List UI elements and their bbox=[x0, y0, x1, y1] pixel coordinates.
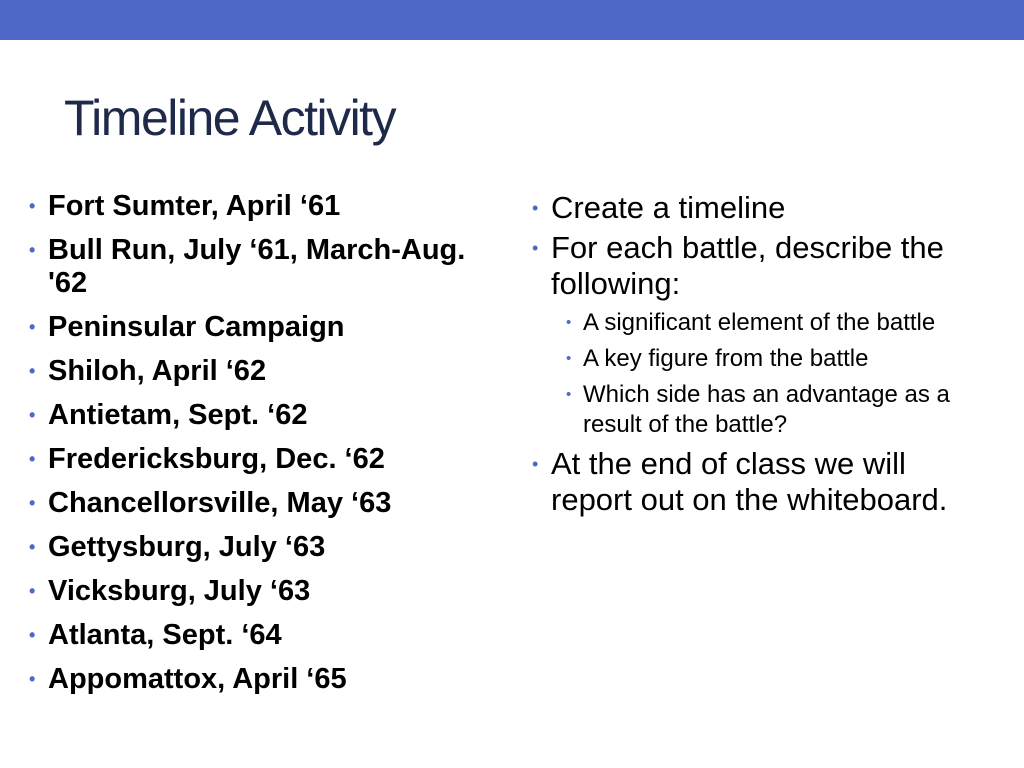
bullet-icon: • bbox=[29, 317, 36, 337]
bullet-icon: • bbox=[532, 198, 539, 218]
battle-list-item bbox=[29, 531, 498, 564]
slide-title: Timeline Activity bbox=[64, 90, 396, 146]
battle-label: Gettysburg, July ‘63 bbox=[48, 531, 326, 563]
battle-list-item bbox=[29, 443, 498, 476]
battle-list-item bbox=[29, 619, 498, 652]
instruction-describe: For each battle, describe the following: bbox=[551, 230, 944, 301]
battle-label: Bull Run, July ‘61, March-Aug. '62 bbox=[48, 234, 466, 299]
battle-label: Shiloh, April ‘62 bbox=[48, 355, 267, 387]
instruction-item bbox=[532, 230, 991, 440]
battle-label: Vicksburg, July ‘63 bbox=[48, 575, 311, 607]
bullet-icon: • bbox=[29, 625, 36, 645]
instruction-sub-list bbox=[566, 308, 991, 440]
bullet-icon: • bbox=[29, 449, 36, 469]
instruction-sub-item bbox=[566, 344, 991, 374]
battle-list-item bbox=[29, 355, 498, 388]
battle-list bbox=[29, 190, 498, 707]
instruction-item bbox=[532, 446, 991, 518]
bullet-icon: • bbox=[29, 493, 36, 513]
instruction-item bbox=[532, 190, 991, 226]
instructions-list bbox=[532, 190, 991, 522]
bullet-icon: • bbox=[566, 350, 572, 367]
sub-item-label: A key figure from the battle bbox=[583, 345, 869, 372]
bullet-icon: • bbox=[29, 361, 36, 381]
battle-label: Antietam, Sept. ‘62 bbox=[48, 399, 308, 431]
bullet-icon: • bbox=[532, 238, 539, 258]
battle-list-item bbox=[29, 311, 498, 344]
battle-list-item bbox=[29, 190, 498, 223]
bullet-icon: • bbox=[29, 537, 36, 557]
battle-list-item bbox=[29, 663, 498, 696]
battle-list-item bbox=[29, 399, 498, 432]
instruction-create-timeline: Create a timeline bbox=[551, 190, 786, 225]
bullet-icon: • bbox=[29, 581, 36, 601]
battle-label: Fredericksburg, Dec. ‘62 bbox=[48, 443, 385, 475]
bullet-icon: • bbox=[566, 314, 572, 331]
battle-list-item bbox=[29, 575, 498, 608]
instruction-sub-item bbox=[566, 308, 991, 338]
battle-label: Chancellorsville, May ‘63 bbox=[48, 487, 392, 519]
header-accent-bar bbox=[0, 0, 1024, 40]
instruction-sub-item bbox=[566, 380, 991, 440]
battle-label: Appomattox, April ‘65 bbox=[48, 663, 347, 695]
sub-item-label: Which side has an advantage as a result of the battle? bbox=[583, 381, 950, 438]
bullet-icon: • bbox=[566, 386, 572, 403]
bullet-icon: • bbox=[29, 669, 36, 689]
instruction-report-out: At the end of class we will report out on the whiteboard. bbox=[551, 446, 948, 517]
battle-list-item bbox=[29, 487, 498, 520]
battle-list-item bbox=[29, 234, 498, 300]
bullet-icon: • bbox=[29, 405, 36, 425]
bullet-icon: • bbox=[29, 196, 36, 216]
battle-label: Atlanta, Sept. ‘64 bbox=[48, 619, 282, 651]
sub-item-label: A significant element of the battle bbox=[583, 309, 936, 336]
bullet-icon: • bbox=[532, 454, 539, 474]
battle-label: Fort Sumter, April ‘61 bbox=[48, 190, 341, 222]
battle-label: Peninsular Campaign bbox=[48, 311, 345, 343]
bullet-icon: • bbox=[29, 240, 36, 260]
